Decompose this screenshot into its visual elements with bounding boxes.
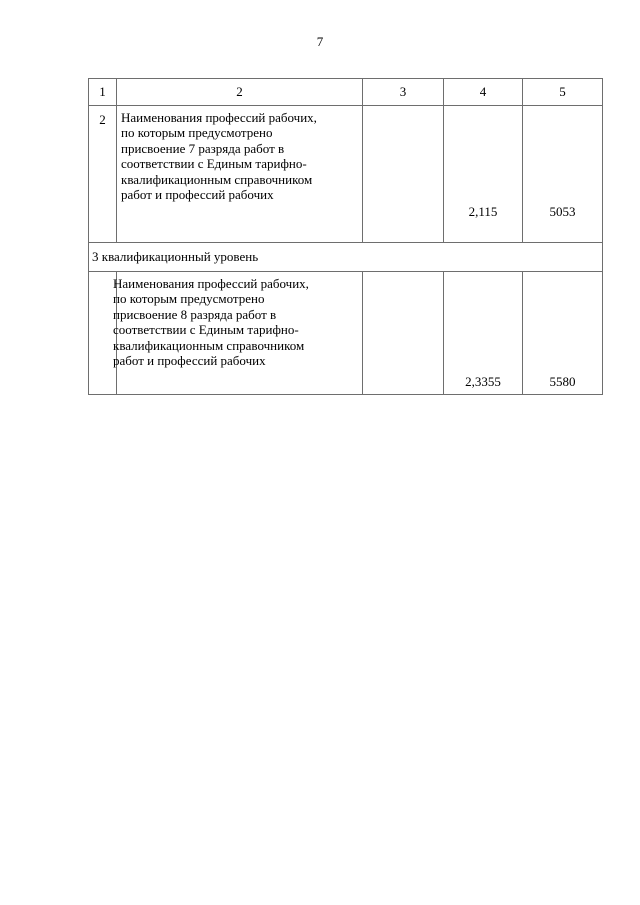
name-line: соответствии с Единым тарифно-	[113, 322, 299, 338]
name-line: по которым предусмотрено	[121, 125, 273, 141]
header-cell-2: 2	[117, 79, 363, 106]
table-row	[89, 106, 603, 243]
salary-cell: 5053	[523, 106, 603, 243]
column-3-cell	[363, 272, 444, 395]
header-cell-4: 4	[444, 79, 523, 106]
qualification-level-label: 3 квалификационный уровень	[89, 243, 603, 272]
name-line: присвоение 7 разряда работ в	[121, 140, 285, 156]
profession-name-cell	[113, 272, 363, 395]
name-line: работ и профессий рабочих	[113, 353, 266, 369]
header-cell-3: 3	[363, 79, 444, 106]
qualification-table	[88, 78, 603, 395]
name-line: присвоение 8 разряда работ в	[113, 306, 277, 322]
header-cell-5: 5	[523, 79, 603, 106]
name-line: Наименования профессий рабочих,	[121, 110, 317, 125]
qualification-level-row	[89, 243, 603, 272]
name-line: квалификационным справочником	[121, 171, 313, 187]
name-line: работ и профессий рабочих	[121, 187, 274, 203]
table-row	[89, 272, 603, 395]
table-header-row	[89, 79, 603, 106]
profession-name-cell	[117, 106, 363, 243]
page-number: 7	[316, 34, 324, 49]
column-3-cell	[363, 106, 444, 243]
header-cell-1: 1	[89, 79, 117, 106]
name-line: квалификационным справочником	[113, 337, 305, 353]
coefficient-cell: 2,115	[444, 106, 523, 243]
name-line: Наименования профессий рабочих,	[113, 276, 309, 291]
name-line: по которым предусмотрено	[113, 291, 265, 307]
name-line: соответствии с Единым тарифно-	[121, 156, 307, 172]
salary-cell: 5580	[523, 272, 603, 395]
row-number-cell: 2	[89, 106, 117, 243]
coefficient-cell: 2,3355	[444, 272, 523, 395]
